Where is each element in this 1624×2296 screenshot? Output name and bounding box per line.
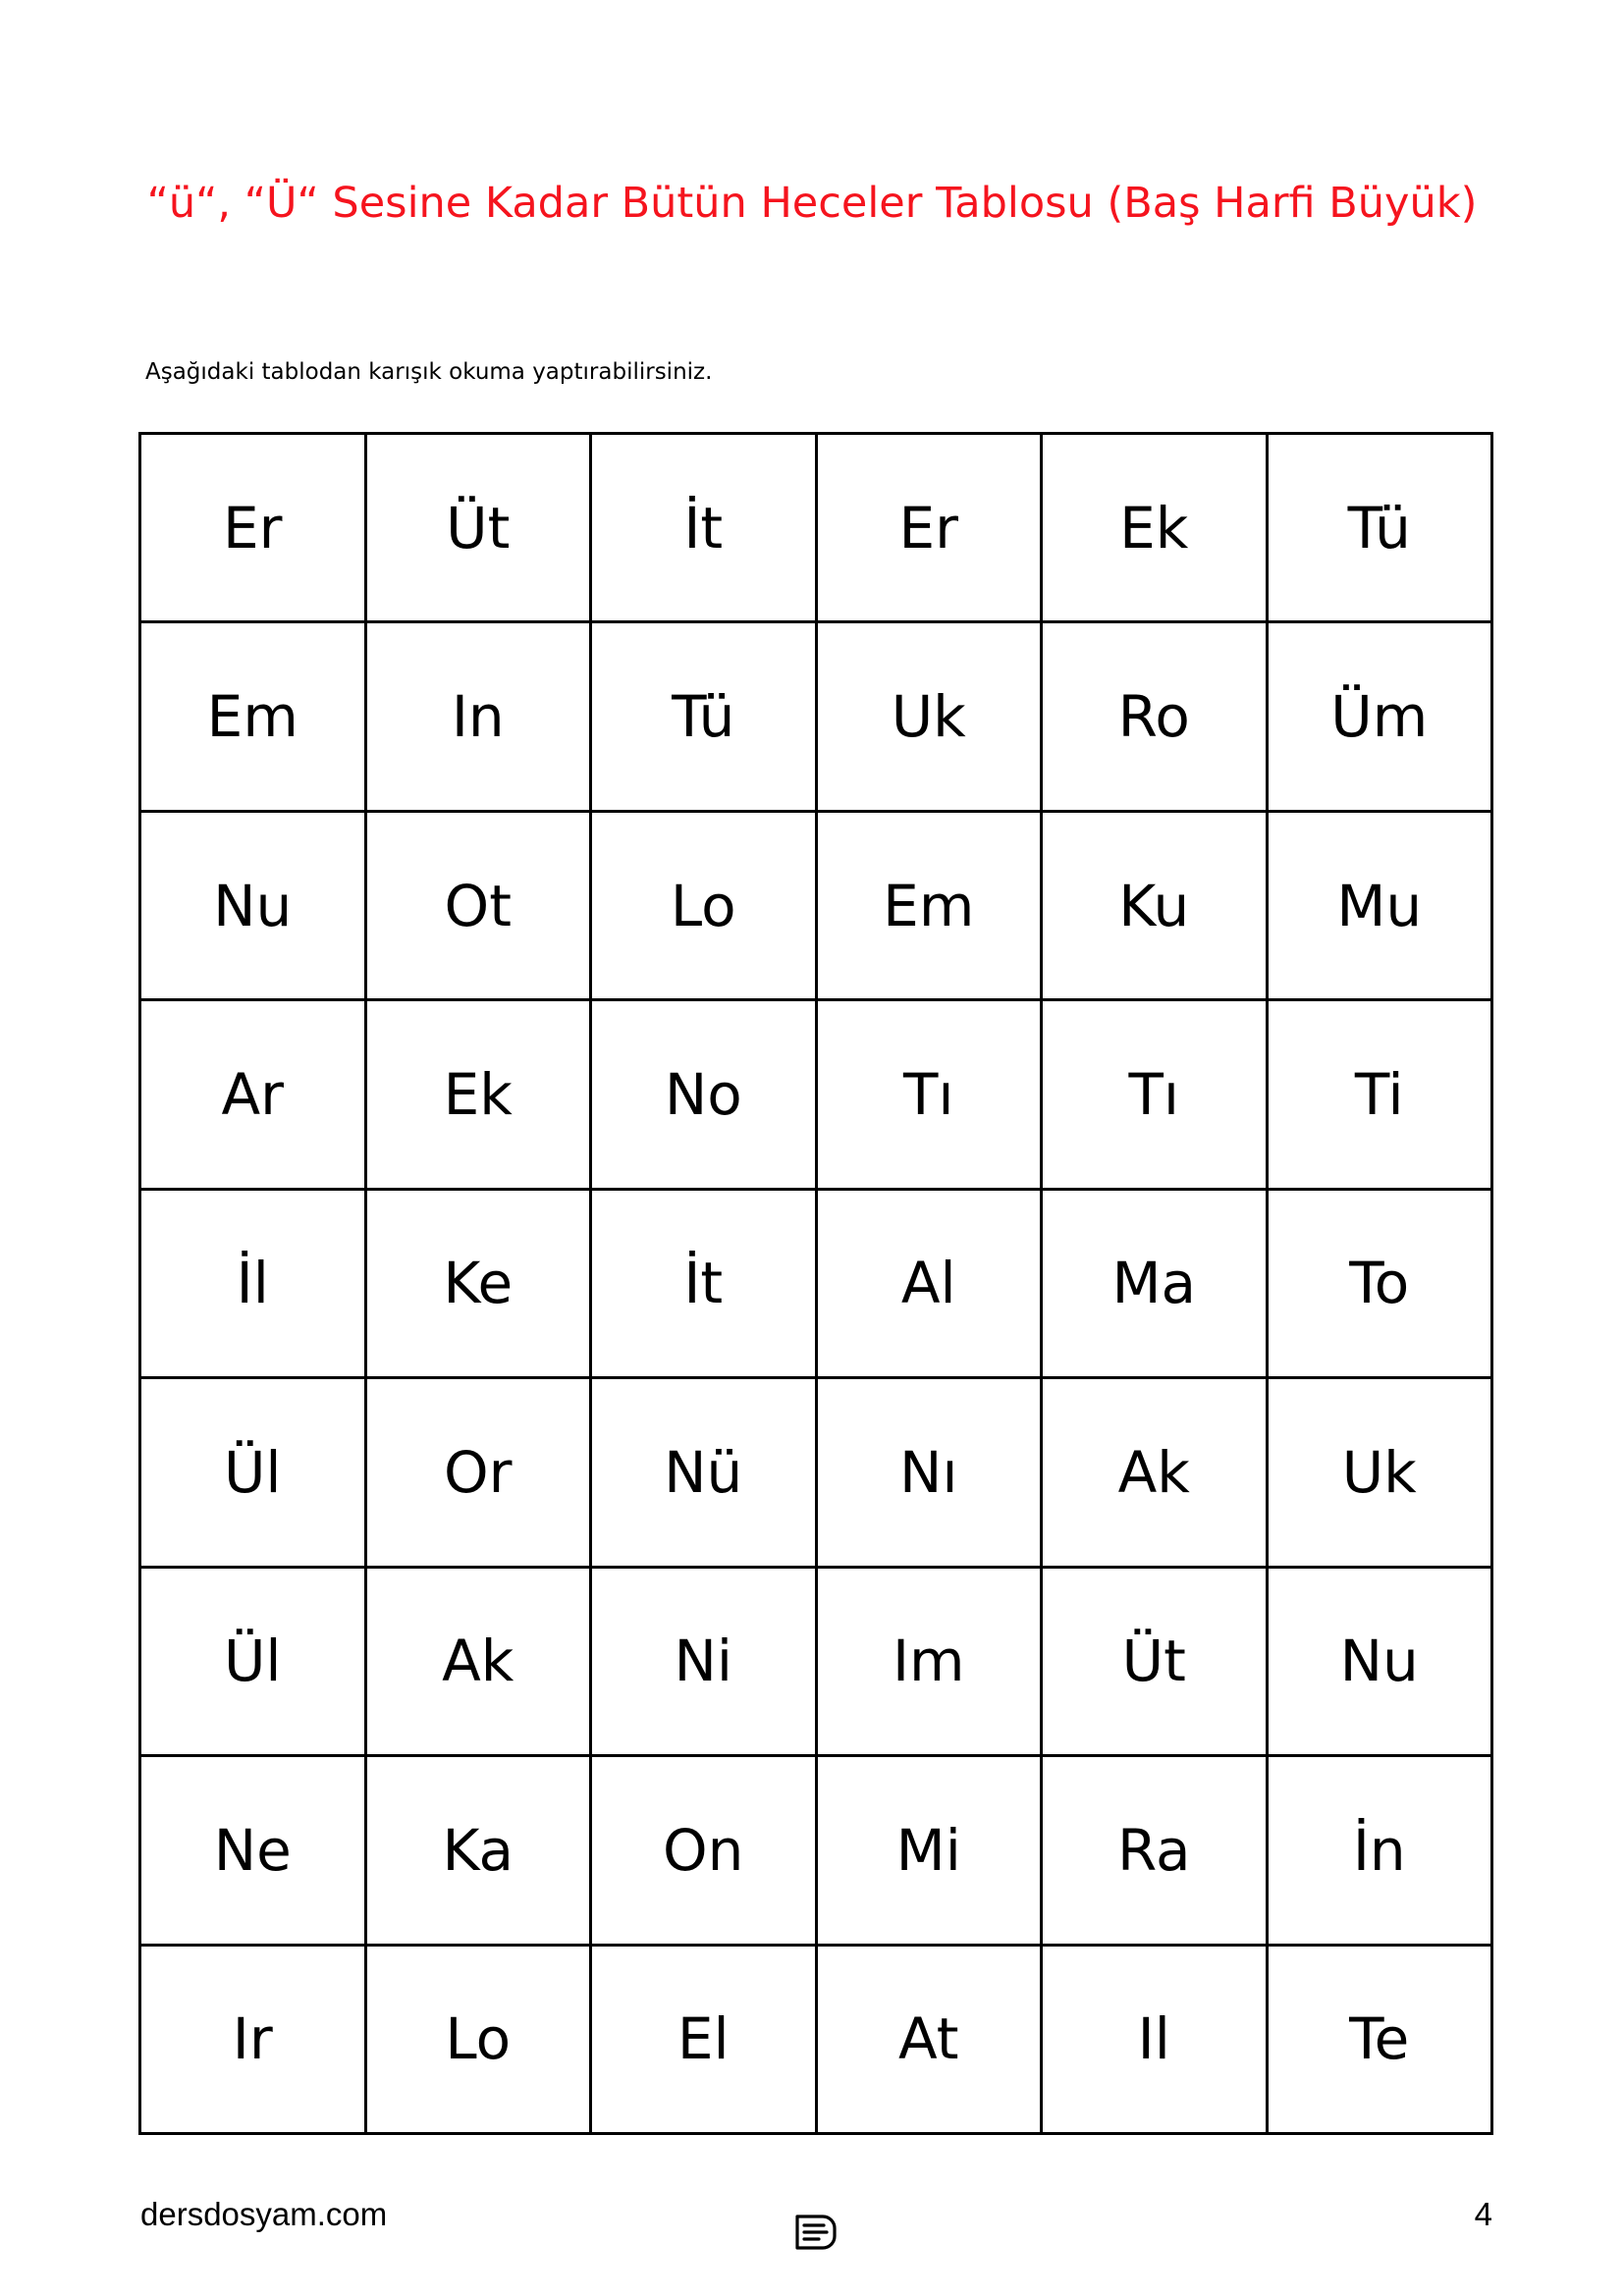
syllable-cell: Nu xyxy=(140,811,366,999)
syllable-cell: El xyxy=(591,1945,817,2134)
syllable-cell: Em xyxy=(140,622,366,811)
table-row xyxy=(140,1945,1492,2134)
syllable-cell: Üm xyxy=(1267,622,1492,811)
syllable-cell: Ro xyxy=(1042,622,1268,811)
page-number: 4 xyxy=(1474,2196,1492,2232)
syllable-cell: Uk xyxy=(816,622,1042,811)
syllable-cell: İl xyxy=(140,1189,366,1377)
syllable-cell: Il xyxy=(1042,1945,1268,2134)
syllable-cell: Lo xyxy=(365,1945,591,2134)
syllable-cell: Tü xyxy=(591,622,817,811)
syllable-cell: Ka xyxy=(365,1756,591,1945)
syllable-cell: İn xyxy=(1267,1756,1492,1945)
syllable-table-body xyxy=(140,434,1492,2134)
footer-site-name: dersdosyam.com xyxy=(140,2196,388,2232)
instruction-text: Aşağıdaki tablodan karışık okuma yaptırabilirsiniz. xyxy=(145,359,713,385)
syllable-cell: Im xyxy=(816,1567,1042,1755)
syllable-cell: İt xyxy=(591,1189,817,1377)
syllable-cell: Er xyxy=(140,434,366,622)
syllable-cell: Ek xyxy=(1042,434,1268,622)
syllable-cell: Ra xyxy=(1042,1756,1268,1945)
syllable-cell: Er xyxy=(816,434,1042,622)
syllable-cell: At xyxy=(816,1945,1042,2134)
table-row xyxy=(140,811,1492,999)
page-title: “ü“, “Ü“ Sesine Kadar Bütün Heceler Tablosu (Baş Harfi Büyük) xyxy=(146,179,1478,228)
syllable-cell: Nu xyxy=(1267,1567,1492,1755)
syllable-cell: İt xyxy=(591,434,817,622)
syllable-cell: Mu xyxy=(1267,811,1492,999)
table-row xyxy=(140,1756,1492,1945)
syllable-cell: Te xyxy=(1267,1945,1492,2134)
syllable-cell: Or xyxy=(365,1378,591,1567)
syllable-cell: Ku xyxy=(1042,811,1268,999)
syllable-cell: On xyxy=(591,1756,817,1945)
syllable-cell: Ni xyxy=(591,1567,817,1755)
syllable-cell: Ak xyxy=(365,1567,591,1755)
syllable-cell: Mi xyxy=(816,1756,1042,1945)
syllable-cell: No xyxy=(591,1000,817,1189)
syllable-table xyxy=(138,432,1493,2135)
table-row xyxy=(140,1189,1492,1377)
table-row xyxy=(140,1000,1492,1189)
syllable-cell: To xyxy=(1267,1189,1492,1377)
syllable-cell: Ne xyxy=(140,1756,366,1945)
syllable-cell: Üt xyxy=(1042,1567,1268,1755)
syllable-cell: Tü xyxy=(1267,434,1492,622)
syllable-cell: Ül xyxy=(140,1567,366,1755)
syllable-cell: Lo xyxy=(591,811,817,999)
syllable-cell: Ar xyxy=(140,1000,366,1189)
syllable-cell: Üt xyxy=(365,434,591,622)
syllable-cell: Tı xyxy=(1042,1000,1268,1189)
syllable-cell: Ot xyxy=(365,811,591,999)
syllable-cell: In xyxy=(365,622,591,811)
table-row xyxy=(140,1567,1492,1755)
syllable-cell: Nü xyxy=(591,1378,817,1567)
syllable-cell: Ke xyxy=(365,1189,591,1377)
syllable-cell: Tı xyxy=(816,1000,1042,1189)
syllable-cell: Em xyxy=(816,811,1042,999)
syllable-cell: Ül xyxy=(140,1378,366,1567)
syllable-cell: Ek xyxy=(365,1000,591,1189)
syllable-cell: Ir xyxy=(140,1945,366,2134)
syllable-cell: Ak xyxy=(1042,1378,1268,1567)
syllable-cell: Ti xyxy=(1267,1000,1492,1189)
syllable-cell: Al xyxy=(816,1189,1042,1377)
syllable-cell: Uk xyxy=(1267,1378,1492,1567)
syllable-cell: Ma xyxy=(1042,1189,1268,1377)
document-lines-icon xyxy=(793,2213,839,2252)
table-row xyxy=(140,1378,1492,1567)
table-row xyxy=(140,434,1492,622)
syllable-cell: Nı xyxy=(816,1378,1042,1567)
table-row xyxy=(140,622,1492,811)
